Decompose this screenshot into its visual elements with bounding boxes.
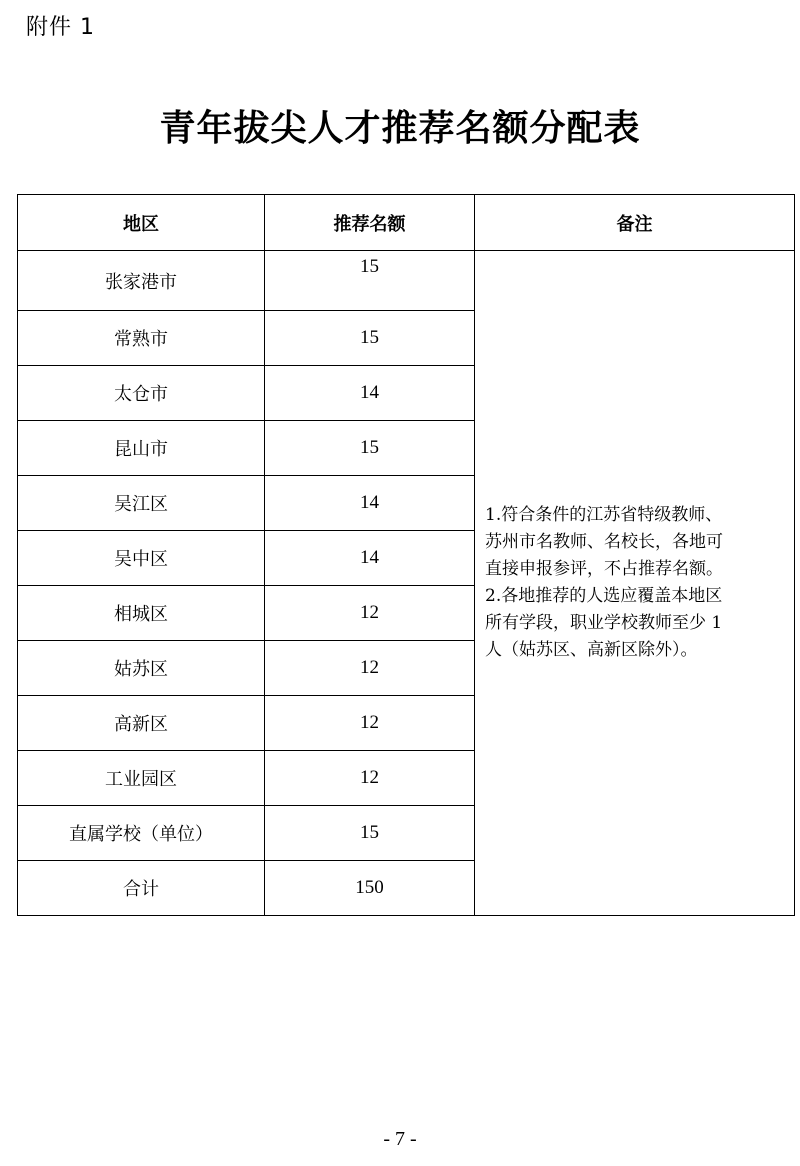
page-number: - 7 - xyxy=(383,1128,417,1150)
quota-cell: 14 xyxy=(265,476,475,531)
quota-cell: 15 xyxy=(265,311,475,366)
note-line: 苏州市名教师、名校长，各地可 xyxy=(485,532,723,552)
quota-cell: 14 xyxy=(265,366,475,421)
page-title: 青年拔尖人才推荐名额分配表 xyxy=(159,107,641,149)
attachment-label: 附件 1 xyxy=(26,15,95,40)
note-cell xyxy=(475,251,795,916)
quota-cell: 12 xyxy=(265,641,475,696)
table-row xyxy=(18,251,795,311)
note-line: 1.符合条件的江苏省特级教师、 xyxy=(485,505,723,525)
header-quota: 推荐名额 xyxy=(265,195,475,251)
region-cell: 直属学校（单位） xyxy=(18,806,265,861)
note-line: 人（姑苏区、高新区除外）。 xyxy=(485,640,698,660)
note-line: 所有学段，职业学校教师至少 1 xyxy=(485,613,723,633)
region-cell: 吴中区 xyxy=(18,531,265,586)
region-cell: 张家港市 xyxy=(18,251,265,311)
note-line: 直接申报参评，不占推荐名额。 xyxy=(485,559,723,579)
note-line: 2.各地推荐的人选应覆盖本地区 xyxy=(485,586,723,606)
quota-cell: 15 xyxy=(265,421,475,476)
quota-cell: 15 xyxy=(265,251,475,311)
quota-allocation-table xyxy=(17,194,795,916)
region-cell: 昆山市 xyxy=(18,421,265,476)
region-cell: 姑苏区 xyxy=(18,641,265,696)
region-cell: 相城区 xyxy=(18,586,265,641)
region-cell: 吴江区 xyxy=(18,476,265,531)
region-cell: 常熟市 xyxy=(18,311,265,366)
region-cell: 工业园区 xyxy=(18,751,265,806)
quota-cell: 14 xyxy=(265,531,475,586)
header-note: 备注 xyxy=(475,195,795,251)
total-quota-cell: 150 xyxy=(265,861,475,916)
quota-cell: 12 xyxy=(265,696,475,751)
quota-cell: 12 xyxy=(265,586,475,641)
region-cell: 高新区 xyxy=(18,696,265,751)
header-region: 地区 xyxy=(18,195,265,251)
table-header-row xyxy=(18,195,795,251)
total-label-cell: 合计 xyxy=(18,861,265,916)
quota-cell: 12 xyxy=(265,751,475,806)
quota-cell: 15 xyxy=(265,806,475,861)
region-cell: 太仓市 xyxy=(18,366,265,421)
